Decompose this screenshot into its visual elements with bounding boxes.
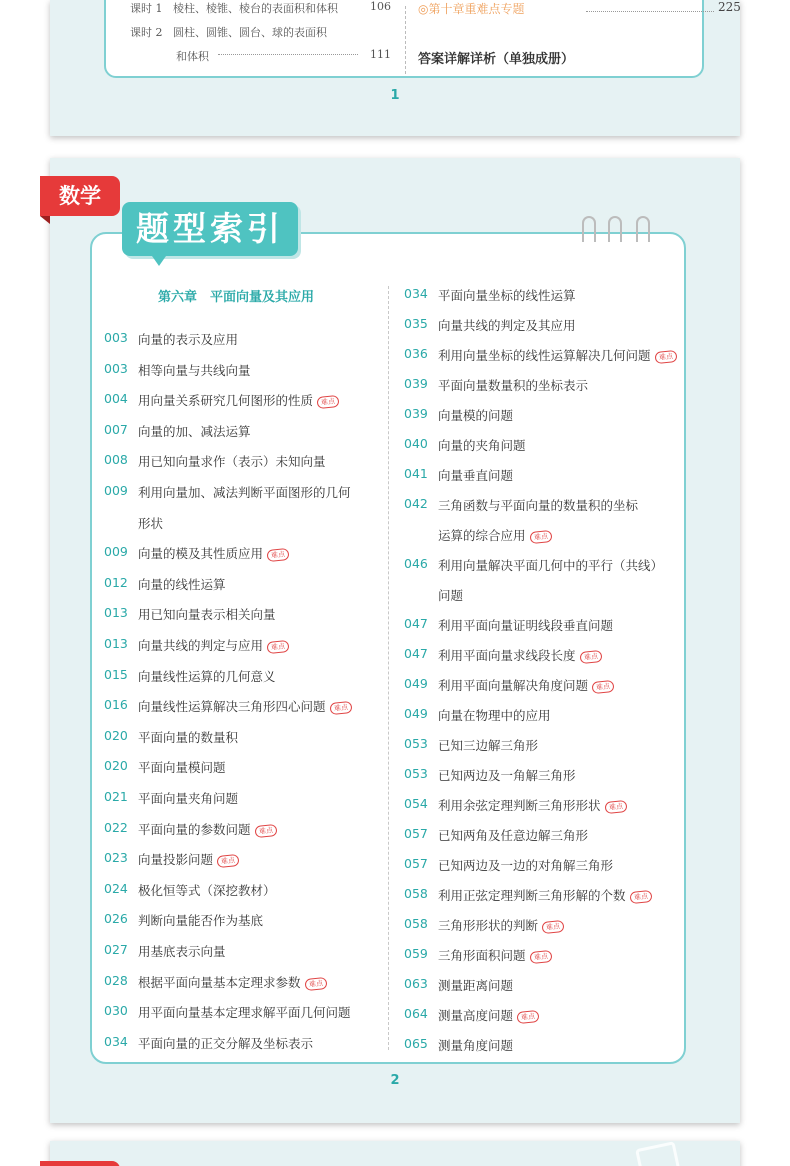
difficulty-stamp-icon: 难点: [579, 650, 602, 664]
entry-text: [138, 667, 276, 685]
entry-text: [138, 881, 276, 899]
entry-title: 三角形形状的判断: [438, 918, 539, 933]
toc-box: [104, 0, 741, 78]
entry-page: 009: [104, 544, 128, 560]
entry-text: [438, 346, 677, 364]
leader-dots: [586, 2, 714, 12]
entry-text: [138, 452, 326, 470]
entry-title: 向量共线的判定与应用: [138, 638, 264, 653]
entry-page: 013: [104, 605, 128, 621]
entry-text: [138, 942, 226, 960]
entry-page: 063: [404, 976, 428, 991]
entry-title: 平面向量坐标的线性运算: [438, 288, 576, 303]
entry-page: 004: [104, 391, 128, 407]
entry-text: [138, 636, 289, 654]
entry-page: 039: [404, 406, 428, 421]
entry-page: 009: [104, 483, 128, 498]
page-title: 题型索引: [122, 202, 298, 256]
entry-title-cont: 运算的综合应用: [438, 528, 526, 543]
entry-page: 065: [404, 1036, 428, 1051]
difficulty-stamp-icon: 难点: [604, 800, 627, 814]
entry-text: [438, 796, 627, 814]
entry-title: 向量的表示及应用: [138, 332, 239, 347]
entry-title: 向量的线性运算: [138, 576, 226, 592]
entry-title: 利用正弦定理判断三角形解的个数: [438, 888, 626, 903]
entry-text-cont: [438, 526, 552, 544]
lesson-1: [130, 0, 338, 16]
entry-title: 已知三边解三角形: [438, 738, 539, 753]
entry-page: 046: [404, 556, 428, 571]
lesson-label: 课时 1: [130, 2, 163, 15]
entry-page: 049: [404, 706, 428, 721]
page-3: [50, 1141, 740, 1166]
tab-fold: [40, 216, 50, 224]
entry-page: 016: [104, 697, 128, 713]
entry-title: 向量的加、减法运算: [138, 423, 251, 439]
entry-title: 向量垂直问题: [438, 468, 514, 483]
entry-page: 039: [404, 376, 428, 391]
entry-title: 平面向量夹角问题: [138, 791, 239, 806]
entry-title: 三角形面积问题: [438, 948, 526, 963]
leader-dots: [218, 54, 358, 55]
difficulty-stamp-icon: 难点: [529, 950, 552, 964]
entry-page: 035: [404, 316, 428, 331]
entry-text: [438, 736, 538, 754]
entry-text: [438, 706, 551, 724]
entry-title: 测量角度问题: [438, 1038, 514, 1053]
entry-page: 020: [104, 727, 128, 743]
entry-text-cont: [438, 586, 463, 604]
entry-title: 测量距离问题: [438, 978, 514, 993]
entry-title: 已知两边及一角解三角形: [438, 768, 576, 783]
subject-tab: 数学: [40, 176, 120, 216]
entry-page: 003: [104, 360, 128, 376]
entry-title-cont: 形状: [138, 515, 164, 531]
entry-page: 007: [104, 421, 128, 437]
entry-title: 用基底表示向量: [138, 944, 226, 959]
lesson-page: 111: [370, 48, 391, 61]
entry-page: 027: [104, 942, 128, 957]
page-number: 2: [390, 1073, 400, 1088]
entry-title: 平面向量的数量积: [138, 729, 239, 745]
entry-title: 向量模的问题: [438, 408, 514, 423]
entry-text: [138, 544, 289, 562]
index-box: [90, 232, 686, 1064]
entry-text: [138, 973, 327, 991]
entry-title: 向量线性运算解决三角形四心问题: [138, 699, 326, 715]
entry-page: 049: [404, 676, 428, 691]
column-divider: [405, 6, 406, 74]
entry-text: [438, 286, 576, 304]
entry-text: [138, 728, 238, 746]
entry-title: 向量线性运算的几何意义: [138, 668, 276, 684]
entry-page: 003: [104, 330, 128, 345]
page-number: 1: [390, 88, 400, 103]
entry-title: 用向量关系研究几何图形的性质: [138, 393, 314, 409]
entry-page: 013: [104, 636, 128, 651]
special-topic-page: 225: [718, 0, 741, 14]
entry-title: 用已知向量求作（表示）未知向量: [138, 454, 326, 470]
entry-text: [438, 436, 526, 454]
entry-page: 064: [404, 1006, 428, 1021]
answer-note: 答案详解详析（单独成册）: [418, 52, 575, 67]
title-pointer: [152, 256, 166, 266]
difficulty-stamp-icon: 难点: [516, 1010, 539, 1024]
entry-page: 058: [404, 886, 428, 901]
entry-page: 021: [104, 789, 128, 804]
binder-ring-icon: [582, 216, 596, 242]
entry-title-cont: 问题: [438, 588, 464, 603]
difficulty-stamp-icon: 难点: [529, 530, 552, 544]
lesson-page: 106: [370, 0, 391, 13]
entry-title: 利用余弦定理判断三角形形状: [438, 798, 601, 813]
entry-title: 利用向量解决平面几何中的平行（共线）: [438, 558, 664, 573]
entry-text: [438, 316, 576, 334]
entry-title: 向量共线的判定及其应用: [438, 318, 576, 333]
entry-text: [138, 758, 226, 776]
entry-title: 判断向量能否作为基底: [138, 913, 264, 929]
entry-text: [138, 697, 352, 715]
entry-page: 024: [104, 880, 128, 896]
entry-title: 向量投影问题: [138, 852, 214, 868]
lesson-2: [130, 24, 327, 40]
entry-text: [438, 376, 588, 394]
entry-page: 036: [404, 346, 428, 361]
difficulty-stamp-icon: 难点: [254, 823, 277, 837]
entry-title: 平面向量的参数问题: [138, 821, 251, 837]
decoration-icon: [635, 1141, 681, 1166]
entry-title: 测量高度问题: [438, 1008, 514, 1023]
entry-text: [138, 850, 239, 868]
entry-title: 用已知向量表示相关向量: [138, 607, 276, 623]
entry-text: [138, 575, 226, 593]
difficulty-stamp-icon: 难点: [541, 920, 564, 934]
entry-text: [138, 1003, 351, 1021]
entry-page: 041: [404, 466, 428, 481]
entry-title: 向量的模及其性质应用: [138, 546, 264, 562]
entry-text: [438, 946, 552, 964]
special-topic: ◎第十章重难点专题: [418, 2, 525, 16]
entry-page: 047: [404, 616, 428, 631]
lesson-title: 棱柱、棱锥、棱台的表面积和体积: [173, 2, 338, 15]
entry-text: [138, 605, 276, 623]
entry-text: [138, 391, 339, 409]
entry-page: 030: [104, 1003, 128, 1019]
entry-page: 057: [404, 826, 428, 841]
entry-title: 已知两边及一边的对角解三角形: [438, 858, 614, 873]
entry-text: [438, 976, 513, 994]
difficulty-stamp-icon: 难点: [629, 890, 652, 904]
binder-ring-icon: [636, 216, 650, 242]
entry-title: 向量在物理中的应用: [438, 708, 551, 723]
entry-page: 040: [404, 436, 428, 451]
entry-page: 022: [104, 819, 128, 835]
entry-text: [438, 1036, 513, 1054]
entry-title: 相等向量与共线向量: [138, 362, 251, 378]
entry-page: 015: [104, 666, 128, 682]
entry-page: 012: [104, 574, 128, 590]
chapter-heading: 第六章 平面向量及其应用: [158, 290, 315, 305]
entry-text: [438, 916, 564, 934]
entry-title: 已知两角及任意边解三角形: [438, 828, 589, 843]
entry-page: 053: [404, 766, 428, 781]
entry-page: 058: [404, 916, 428, 931]
difficulty-stamp-icon: 难点: [329, 701, 352, 715]
difficulty-stamp-icon: 难点: [266, 640, 289, 654]
entry-text: [438, 886, 652, 904]
entry-title: 平面向量数量积的坐标表示: [438, 378, 589, 393]
subject-tab: [40, 1161, 120, 1166]
entry-text: [138, 1034, 313, 1052]
entry-page: 034: [404, 286, 428, 301]
difficulty-stamp-icon: 难点: [216, 854, 239, 868]
difficulty-stamp-icon: 难点: [591, 680, 614, 694]
entry-text: [438, 406, 513, 424]
entry-page: 028: [104, 972, 128, 988]
entry-page: 008: [104, 452, 128, 468]
entry-text: [138, 422, 251, 440]
entry-title: 向量的夹角问题: [438, 438, 526, 453]
entry-text: [138, 789, 238, 807]
difficulty-stamp-icon: 难点: [266, 548, 289, 562]
entry-page: 020: [104, 758, 128, 774]
entry-text: [138, 483, 351, 501]
entry-text: [138, 361, 251, 379]
entry-title: 利用平面向量解决角度问题: [438, 678, 589, 693]
entry-page: 034: [104, 1033, 128, 1049]
difficulty-stamp-icon: 难点: [304, 976, 327, 990]
entry-title: 用平面向量基本定理求解平面几何问题: [138, 1005, 351, 1021]
lesson-title: 圆柱、圆锥、圆台、球的表面积: [173, 26, 327, 39]
entry-page: 026: [104, 911, 128, 927]
entry-text: [438, 826, 588, 844]
entry-title: 三角函数与平面向量的数量积的坐标: [438, 498, 639, 513]
entry-page: 047: [404, 646, 428, 661]
page-1: [50, 0, 740, 136]
entry-page: 042: [404, 496, 428, 511]
entry-title: 利用向量坐标的线性运算解决几何问题: [438, 348, 651, 363]
entry-title: 极化恒等式（深挖教材）: [138, 882, 276, 898]
entry-title: 利用平面向量证明线段垂直问题: [438, 618, 614, 633]
entry-title: 根据平面向量基本定理求参数: [138, 974, 301, 990]
entry-text: [438, 766, 576, 784]
page-2: [50, 158, 740, 1123]
entry-text-cont: [138, 514, 163, 532]
entry-text: [438, 616, 613, 634]
entry-text: [438, 856, 613, 874]
entry-title: 利用平面向量求线段长度: [438, 648, 576, 663]
lesson-label: 课时 2: [130, 26, 163, 39]
entry-title: 平面向量模问题: [138, 760, 226, 776]
entry-text: [138, 820, 277, 838]
entry-page: 023: [104, 850, 128, 866]
lesson-title-cont: 和体积: [176, 50, 209, 63]
entry-page: 059: [404, 946, 428, 961]
entry-text: [138, 330, 238, 348]
entry-text: [438, 556, 663, 574]
entry-text: [438, 1006, 539, 1024]
binder-ring-icon: [608, 216, 622, 242]
entry-title: 利用向量加、减法判断平面图形的几何: [138, 485, 351, 500]
difficulty-stamp-icon: 难点: [654, 350, 677, 364]
difficulty-stamp-icon: 难点: [316, 395, 339, 409]
entry-text: [438, 466, 513, 484]
entry-page: 053: [404, 736, 428, 751]
entry-text: [438, 676, 614, 694]
entry-text: [438, 646, 602, 664]
entry-page: 054: [404, 796, 428, 811]
column-divider: [388, 286, 389, 1050]
entry-page: 057: [404, 856, 428, 871]
entry-text: [138, 911, 263, 929]
entry-text: [438, 496, 638, 514]
entry-title: 平面向量的正交分解及坐标表示: [138, 1035, 314, 1051]
